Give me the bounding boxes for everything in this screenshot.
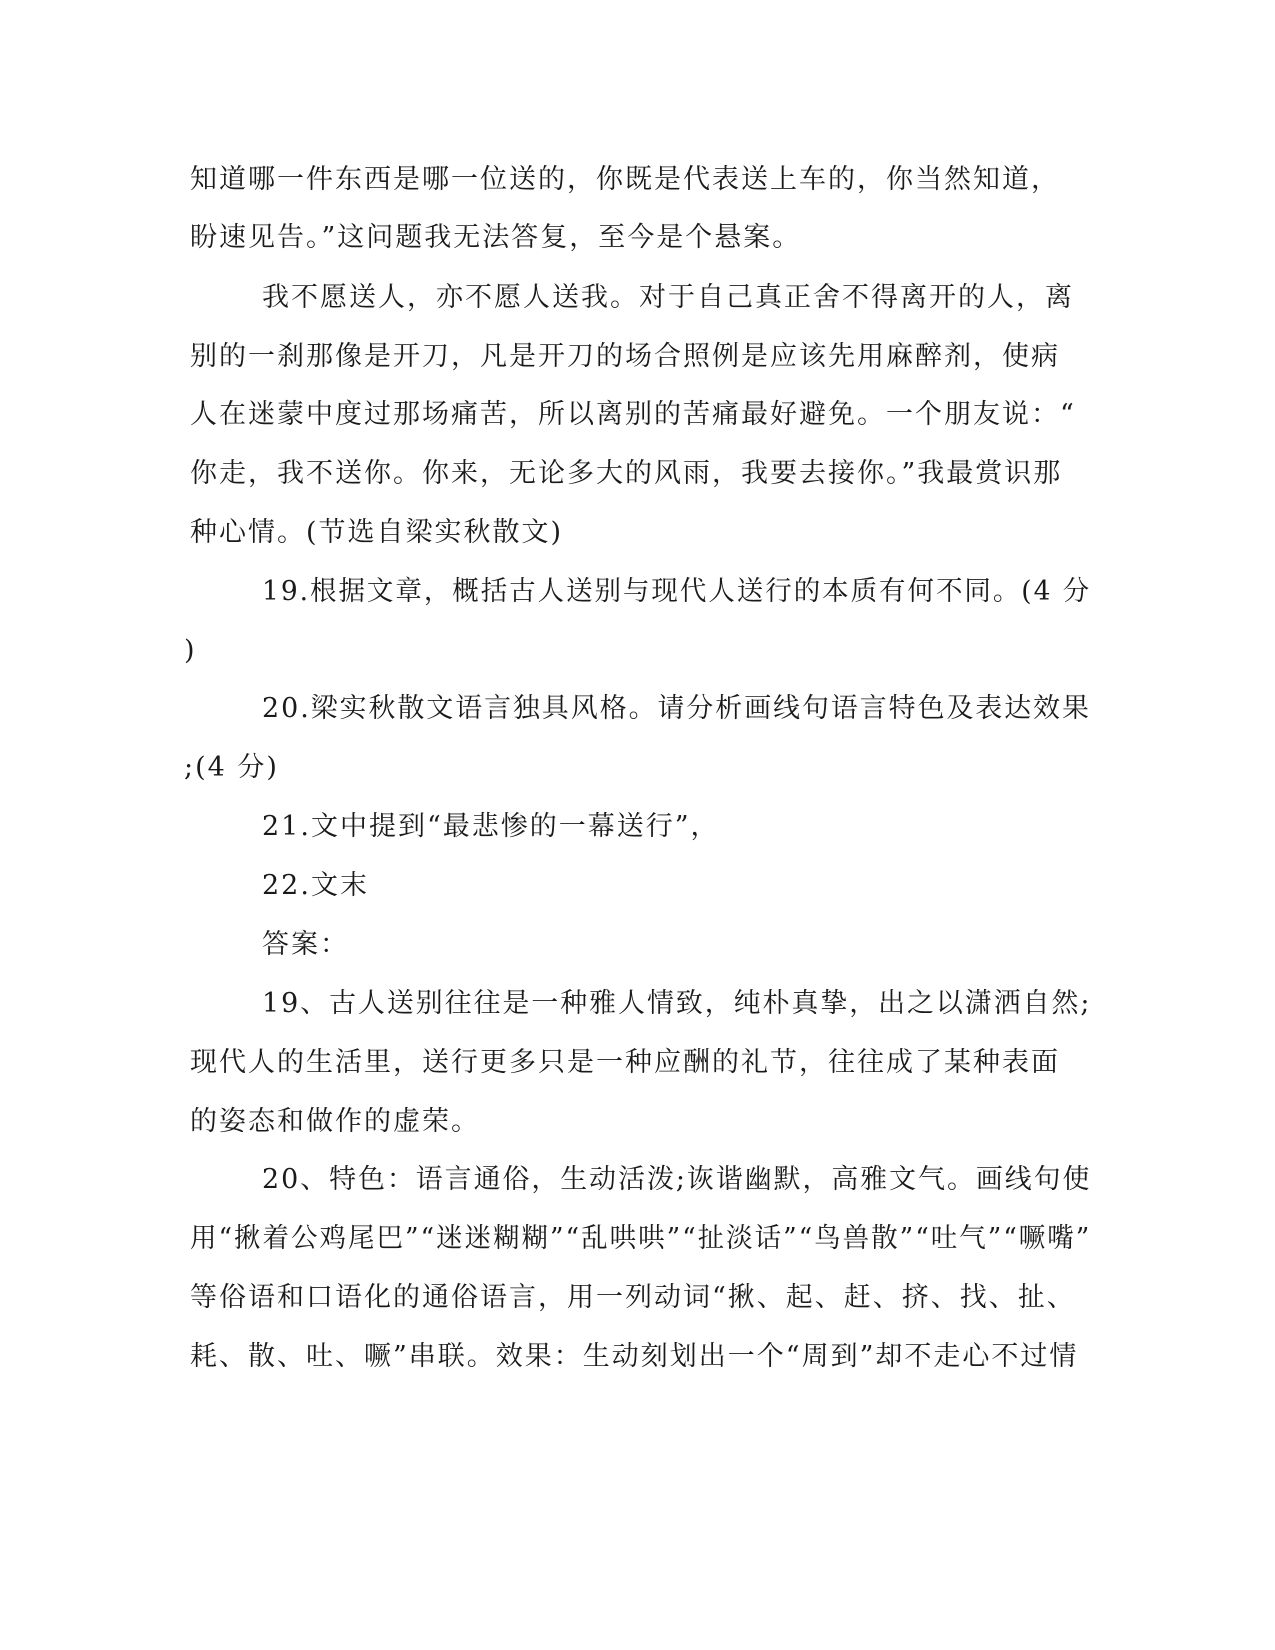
- text-line: 耗、散、吐、噘”串联。效果：生动刻划出一个“周到”却不走心不过情: [190, 1341, 1079, 1372]
- paragraph-start: 我不愿送人，亦不愿人送我。对于自己真正舍不得离开的人，离: [262, 282, 1074, 313]
- text-line: 盼速见告。”这问题我无法答复，至今是个悬案。: [190, 222, 802, 253]
- text-line: 等俗语和口语化的通俗语言，用一列动词“揪、起、赶、挤、找、扯、: [190, 1282, 1076, 1313]
- answers-heading: 答案：: [262, 929, 349, 960]
- text-line: 你走，我不送你。你来，无论多大的风雨，我要去接你。”我最赏识那: [190, 458, 1063, 489]
- text-line: 现代人的生活里，送行更多只是一种应酬的礼节，往往成了某种表面: [190, 1047, 1060, 1078]
- text-line: 人在迷蒙中度过那场痛苦，所以离别的苦痛最好避免。一个朋友说：“: [190, 399, 1076, 430]
- answer-19: 19、古人送别往往是一种雅人情致，纯朴真挚，出之以潇洒自然;: [262, 988, 1092, 1019]
- question-21: 21.文中提到“最悲惨的一幕送行”，: [262, 811, 720, 842]
- question-19: 19.根据文章，概括古人送别与现代人送行的本质有何不同。(4 分: [262, 576, 1092, 607]
- text-line: ;(4 分): [184, 752, 279, 783]
- question-20: 20.梁实秋散文语言独具风格。请分析画线句语言特色及表达效果: [262, 693, 1091, 724]
- text-line: 的姿态和做作的虚荣。: [190, 1106, 480, 1137]
- text-line: 别的一刹那像是开刀，凡是开刀的场合照例是应该先用麻醉剂，使病: [190, 341, 1060, 372]
- text-line: 种心情。(节选自梁实秋散文): [190, 517, 564, 548]
- text-line: 知道哪一件东西是哪一位送的，你既是代表送上车的，你当然知道，: [190, 164, 1060, 195]
- text-line: ): [184, 635, 197, 666]
- text-line: 用“揪着公鸡尾巴”“迷迷糊糊”“乱哄哄”“扯淡话”“鸟兽散”“吐气”“噘嘴”: [190, 1223, 1092, 1254]
- answer-20: 20、特色：语言通俗，生动活泼;诙谐幽默，高雅文气。画线句使: [262, 1164, 1092, 1195]
- question-22: 22.文末: [262, 870, 369, 901]
